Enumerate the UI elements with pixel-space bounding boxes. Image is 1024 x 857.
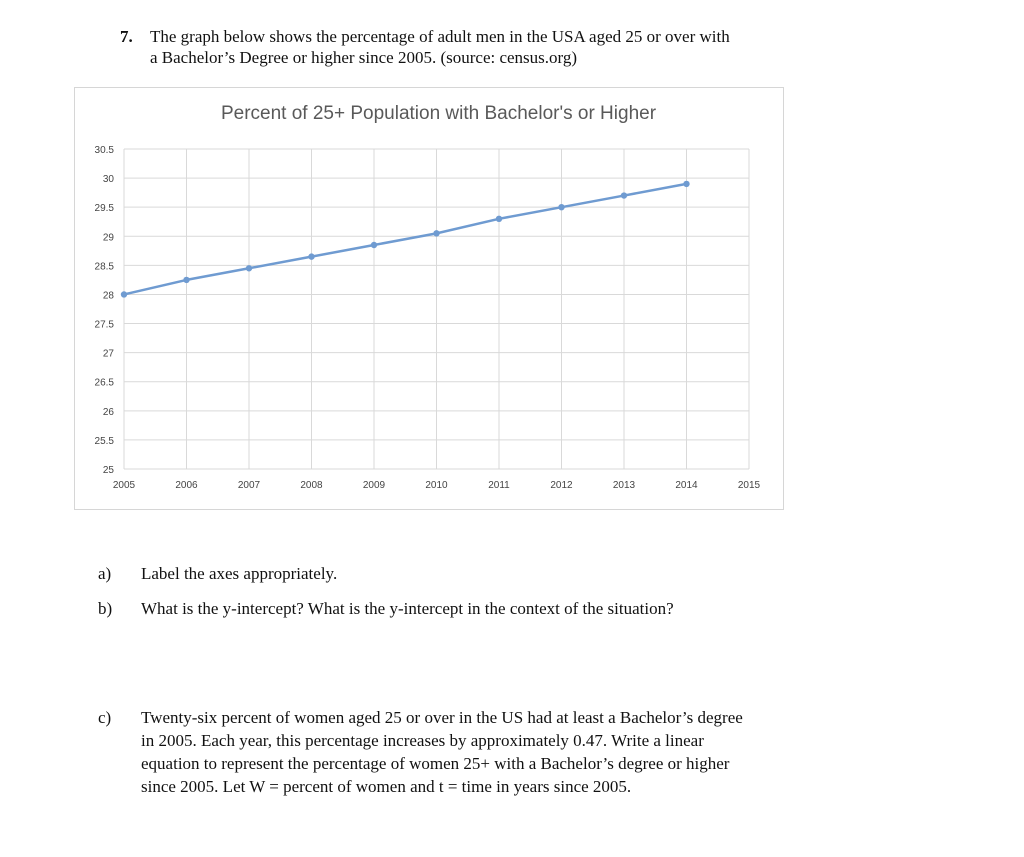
part-b-label: b) bbox=[98, 599, 113, 618]
data-point bbox=[183, 277, 189, 283]
y-tick-label: 27 bbox=[102, 348, 114, 360]
data-point bbox=[433, 230, 439, 236]
question-line-1 bbox=[120, 26, 860, 47]
part-c-line: Twenty-six percent of women aged 25 or over in the US had at least a Bachelor’s degree bbox=[141, 708, 743, 727]
data-point bbox=[621, 192, 627, 198]
part-b-text: What is the y-intercept? What is the y-intercept in the context of the situation? bbox=[141, 599, 674, 618]
x-tick-label: 2013 bbox=[612, 480, 636, 491]
data-point bbox=[308, 253, 314, 259]
part-c bbox=[98, 706, 858, 806]
y-tick-label: 25.5 bbox=[94, 435, 114, 447]
y-tick-label: 30.5 bbox=[94, 145, 114, 156]
part-c-text bbox=[141, 706, 841, 798]
data-point bbox=[121, 291, 127, 297]
x-tick-label: 2015 bbox=[737, 480, 761, 491]
y-tick-label: 29 bbox=[102, 232, 114, 244]
question-text-line-2: a Bachelor’s Degree or higher since 2005. (source: census.org) bbox=[150, 48, 578, 67]
data-point bbox=[496, 216, 502, 222]
part-a-label: a) bbox=[98, 564, 112, 583]
x-tick-label: 2007 bbox=[237, 480, 261, 491]
y-tick-label: 25 bbox=[102, 465, 114, 476]
chart-title: Percent of 25+ Population with Bachelor's or Higher bbox=[220, 103, 657, 124]
part-c-line: equation to represent the percentage of women 25+ with a Bachelor’s degree or higher bbox=[141, 754, 730, 773]
data-point bbox=[371, 242, 377, 248]
part-c-label: c) bbox=[98, 708, 112, 727]
part-c-line: since 2005. Let W = percent of women and t = time in years since 2005. bbox=[141, 777, 632, 796]
y-tick-label: 27.5 bbox=[94, 319, 114, 331]
y-tick-label: 30 bbox=[102, 174, 114, 186]
chart-container bbox=[74, 87, 784, 510]
question-header bbox=[120, 26, 860, 68]
part-c-line: in 2005. Each year, this percentage increases by approximately 0.47. Write a linear bbox=[141, 731, 704, 750]
question-number: 7. bbox=[120, 27, 133, 46]
part-a bbox=[98, 562, 818, 586]
x-tick-label: 2014 bbox=[675, 480, 698, 491]
part-b bbox=[98, 597, 818, 621]
x-tick-label: 2006 bbox=[175, 480, 198, 491]
x-tick-label: 2011 bbox=[488, 480, 510, 491]
part-a-text: Label the axes appropriately. bbox=[141, 564, 338, 583]
question-text-line-1: The graph below shows the percentage of adult men in the USA aged 25 or over with bbox=[150, 27, 730, 46]
y-tick-label: 29.5 bbox=[94, 203, 114, 215]
x-tick-label: 2005 bbox=[112, 480, 136, 491]
x-tick-label: 2012 bbox=[550, 480, 573, 491]
x-tick-label: 2008 bbox=[300, 480, 323, 491]
data-point bbox=[246, 265, 252, 271]
x-tick-label: 2009 bbox=[362, 480, 386, 491]
y-tick-label: 28 bbox=[102, 290, 114, 302]
data-point bbox=[683, 181, 689, 187]
data-point bbox=[558, 204, 564, 210]
line-chart bbox=[75, 88, 783, 509]
y-tick-label: 26.5 bbox=[94, 377, 114, 389]
x-tick-label: 2010 bbox=[425, 480, 448, 491]
y-tick-label: 28.5 bbox=[94, 261, 114, 273]
y-tick-label: 26 bbox=[102, 406, 114, 418]
series-line bbox=[124, 184, 687, 295]
